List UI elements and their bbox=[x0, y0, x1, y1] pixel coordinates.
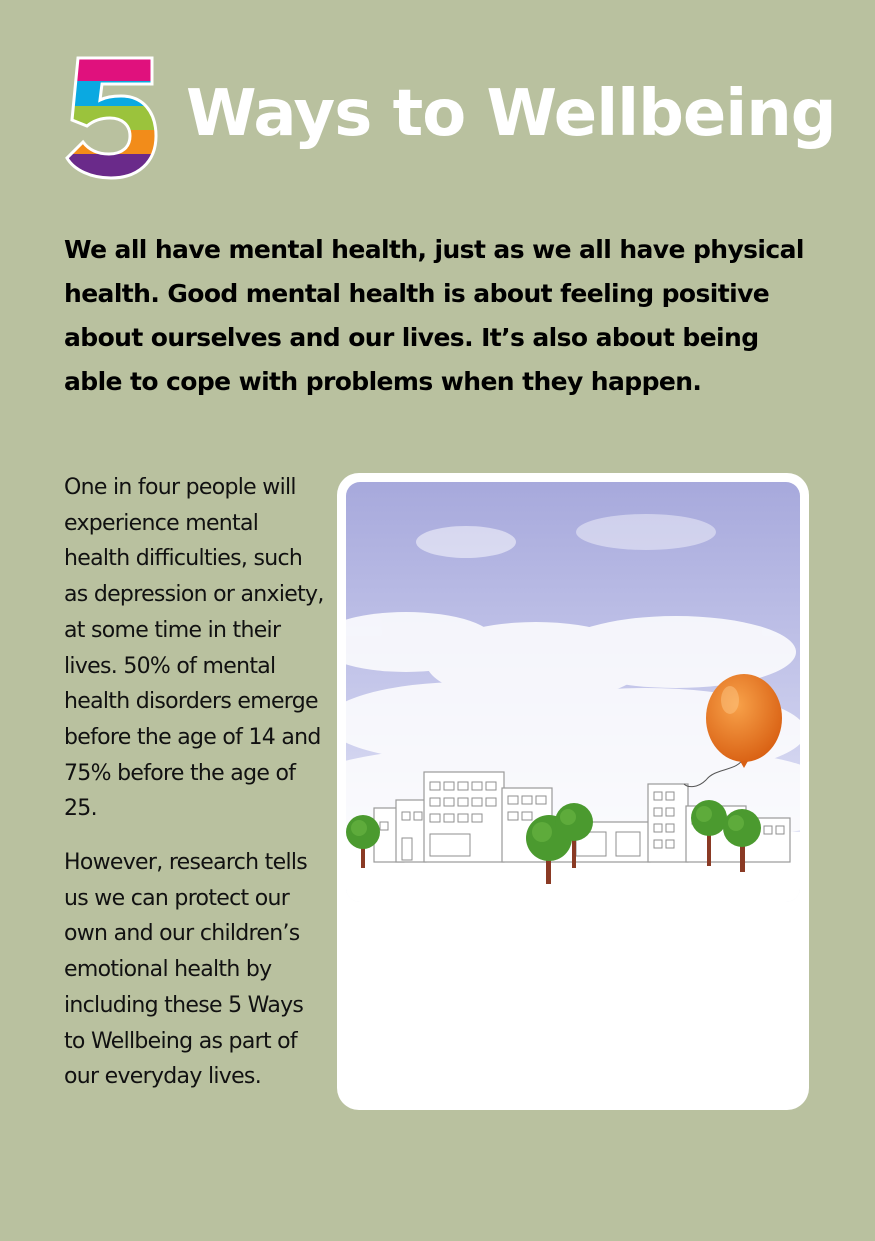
body-paragraph-1: One in four people will experience mental health difficulties, such as depression or anxiety, at some time in their lives. 50% of mental health disorders emerge before the age of 14 and 75% before the age of 25. bbox=[64, 475, 324, 822]
stripe-orange bbox=[64, 130, 158, 154]
illustration-card bbox=[337, 473, 809, 1110]
intro-text: We all have mental health, just as we all have physical health. Good mental health is about feeling positive about ourselves and our lives. It’s also about being able to cope with problems when they happen. bbox=[64, 235, 804, 396]
illustration bbox=[346, 482, 800, 902]
header bbox=[64, 54, 836, 184]
page-title: Ways to Wellbeing bbox=[186, 77, 836, 151]
body-paragraph-2: However, research tells us we can protect our own and our children’s emotional health by including these 5 Ways to Wellbeing as part of our everyday lives. bbox=[64, 850, 308, 1090]
number-five-logo bbox=[64, 54, 158, 180]
body-column bbox=[64, 470, 324, 1113]
